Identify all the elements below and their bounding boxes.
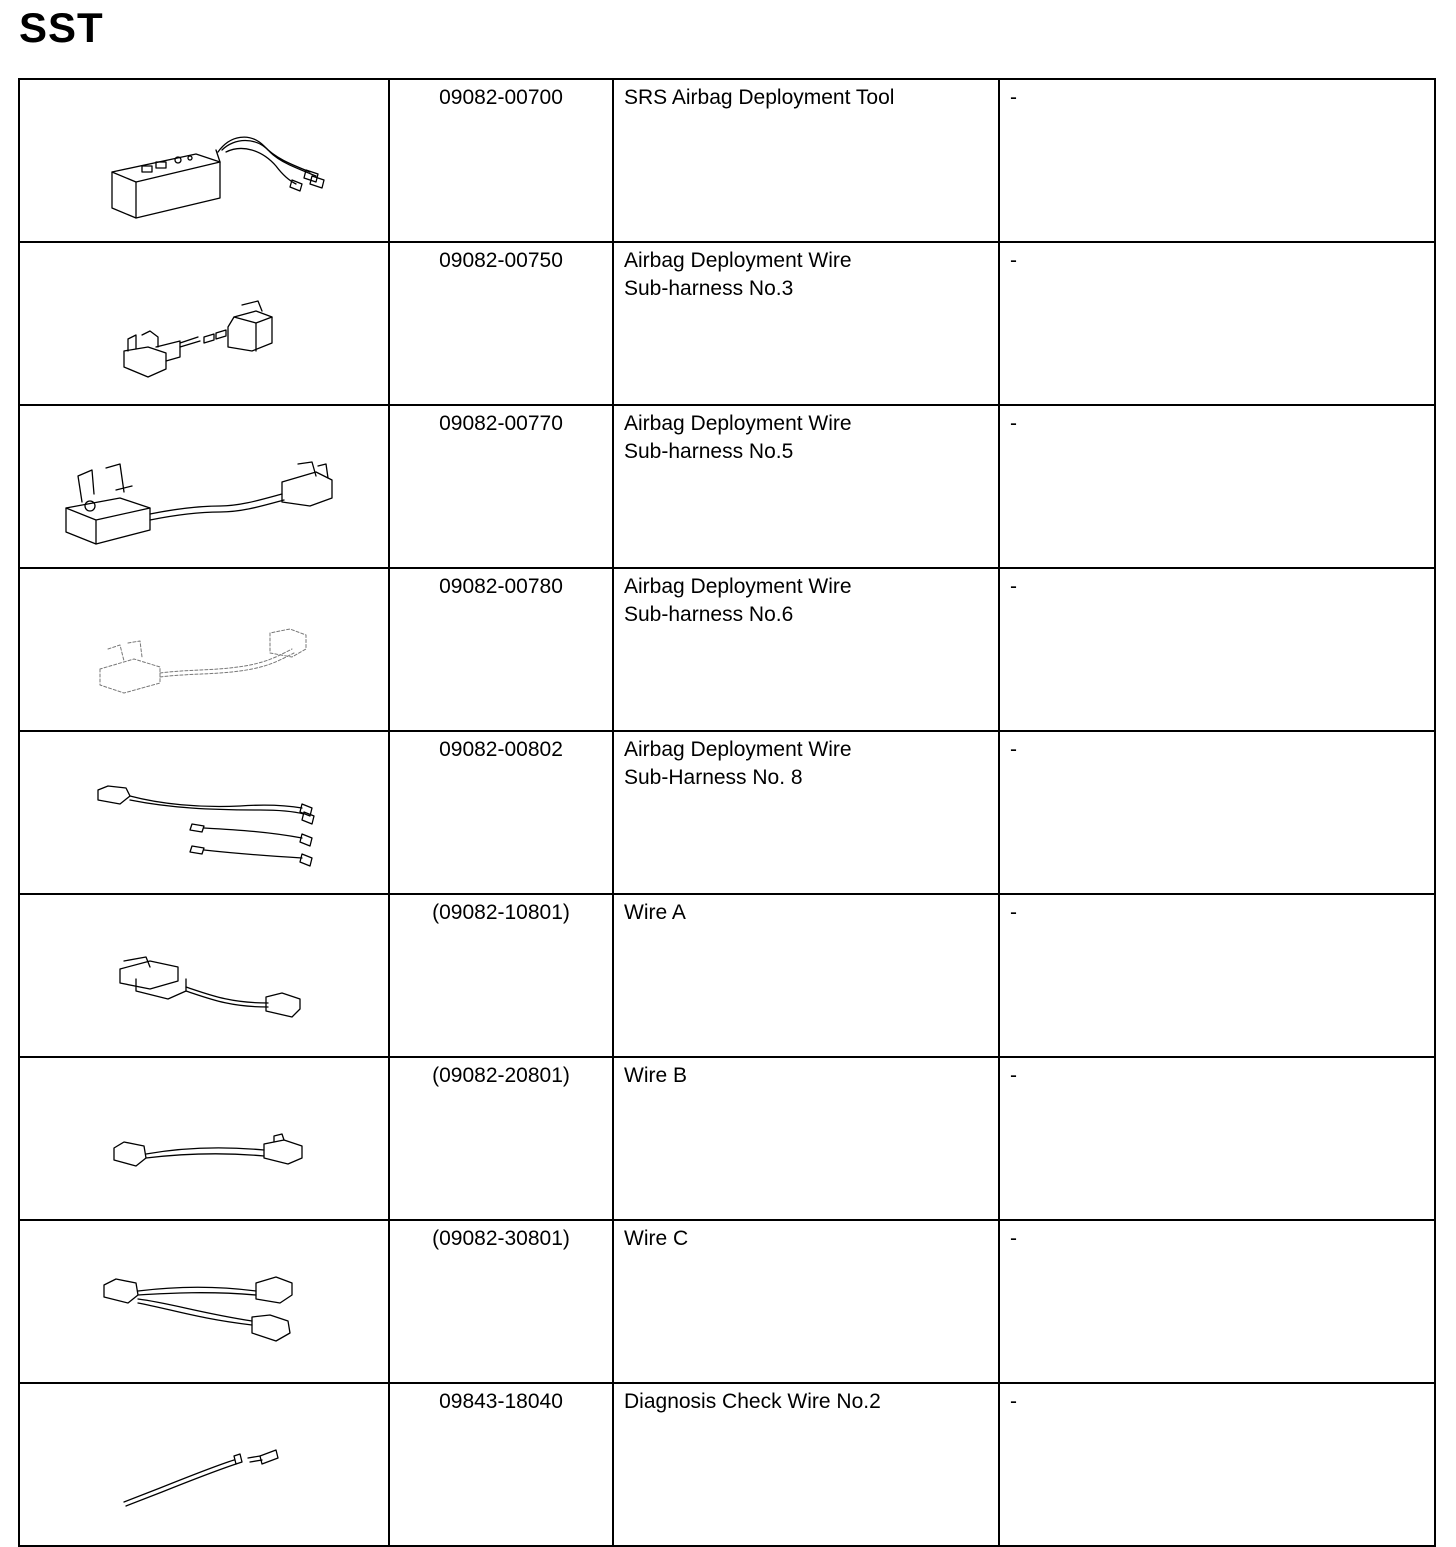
tool-note: - [999,1220,1435,1383]
tool-illustration-cell [19,405,389,568]
tool-name-line: Wire C [624,1227,689,1250]
tool-name-line: Sub-harness No.3 [624,277,794,300]
tool-illustration-cell [19,1383,389,1546]
tool-illustration-cell [19,1057,389,1220]
tool-name [613,242,999,405]
tool-name-line: SRS Airbag Deployment Tool [624,86,895,109]
table-row [19,1057,1435,1220]
tool-note: - [999,568,1435,731]
wire-c-icon [20,1221,388,1379]
tool-note: - [999,79,1435,242]
tool-illustration-cell [19,568,389,731]
diagnosis-check-wire-icon [20,1384,388,1542]
tool-name-line: Airbag Deployment Wire [624,249,852,272]
tool-name-line: Airbag Deployment Wire [624,412,852,435]
table-row [19,1220,1435,1383]
tool-illustration-cell [19,731,389,894]
wire-sub-harness-no3-icon [20,243,388,401]
wire-b-icon [20,1058,388,1216]
part-number: 09082-00770 [389,405,613,568]
page-title: SST [19,4,104,51]
tool-name-line: Sub-harness No.6 [624,603,794,626]
table-row [19,731,1435,894]
tool-name-line: Airbag Deployment Wire [624,575,852,598]
deployment-tool-box-icon [20,80,388,238]
wire-sub-harness-no8-icon [20,732,388,890]
tool-note: - [999,1383,1435,1546]
table-row [19,405,1435,568]
tool-note: - [999,1057,1435,1220]
tool-note: - [999,242,1435,405]
part-number: (09082-20801) [389,1057,613,1220]
tool-name [613,1383,999,1546]
tool-name-line: Sub-harness No.5 [624,440,794,463]
part-number: 09082-00780 [389,568,613,731]
wire-sub-harness-no5-icon [20,406,388,564]
part-number: 09843-18040 [389,1383,613,1546]
tool-illustration-cell [19,79,389,242]
tool-name-line: Wire A [624,901,686,924]
tool-name [613,894,999,1057]
sst-table [18,78,1436,1547]
tool-note: - [999,405,1435,568]
tool-name-line: Wire B [624,1064,687,1087]
tool-name [613,731,999,894]
tool-name [613,1220,999,1383]
tool-name [613,1057,999,1220]
tool-note: - [999,731,1435,894]
tool-illustration-cell [19,242,389,405]
table-row [19,894,1435,1057]
tool-illustration-cell [19,1220,389,1383]
table-row [19,79,1435,242]
part-number: 09082-00750 [389,242,613,405]
tool-name-line: Airbag Deployment Wire [624,738,852,761]
part-number: (09082-30801) [389,1220,613,1383]
table-row [19,242,1435,405]
tool-name [613,79,999,242]
table-row [19,568,1435,731]
wire-sub-harness-no6-icon [20,569,388,727]
part-number: (09082-10801) [389,894,613,1057]
tool-illustration-cell [19,894,389,1057]
tool-name [613,568,999,731]
wire-a-icon [20,895,388,1053]
tool-name-line: Sub-Harness No. 8 [624,766,803,789]
part-number: 09082-00700 [389,79,613,242]
part-number: 09082-00802 [389,731,613,894]
tool-note: - [999,894,1435,1057]
tool-name-line: Diagnosis Check Wire No.2 [624,1390,881,1413]
tool-name [613,405,999,568]
table-row [19,1383,1435,1546]
